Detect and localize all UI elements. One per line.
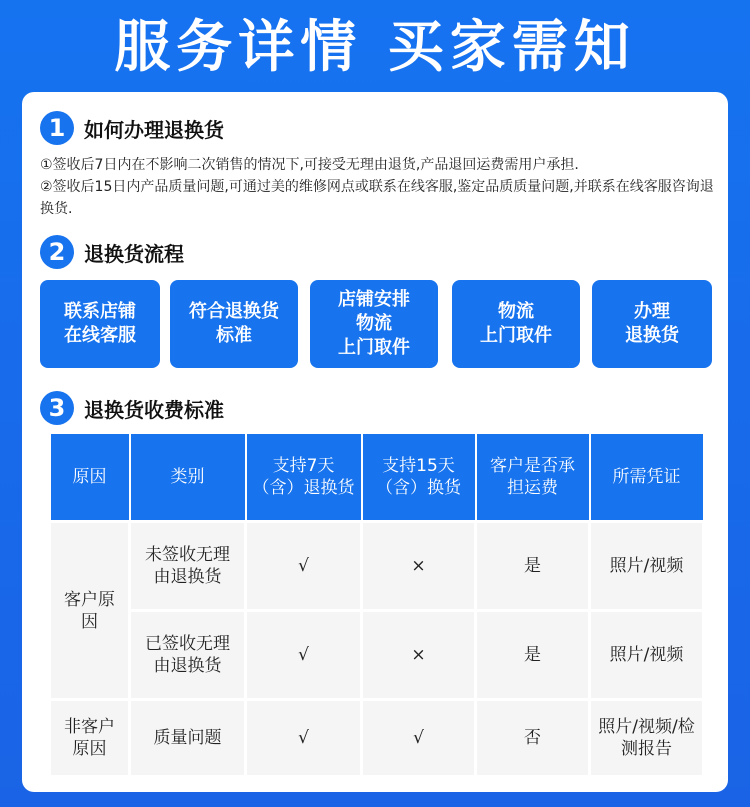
seven-day-cell: √ bbox=[246, 611, 362, 700]
column-header-15-day: 支持15天（含）换货 bbox=[362, 433, 476, 522]
return-process-flow bbox=[40, 280, 712, 368]
section-3-title: 退换货收费标准 bbox=[84, 397, 224, 422]
section-1-title: 如何办理退换货 bbox=[84, 117, 224, 142]
fee-standard-table bbox=[48, 432, 705, 778]
table-row bbox=[50, 522, 704, 611]
column-header-proof: 所需凭证 bbox=[590, 433, 704, 522]
column-header-category: 类别 bbox=[130, 433, 246, 522]
proof-cell: 照片/视频/检测报告 bbox=[590, 700, 704, 777]
table-header-row bbox=[50, 433, 704, 522]
section-3-header bbox=[40, 390, 224, 426]
category-cell: 已签收无理由退换货 bbox=[130, 611, 246, 700]
column-header-7-day: 支持7天（含）退换货 bbox=[246, 433, 362, 522]
freight-cell: 否 bbox=[476, 700, 590, 777]
category-cell: 未签收无理由退换货 bbox=[130, 522, 246, 611]
section-3-number-badge: 3 bbox=[40, 391, 74, 425]
table-row bbox=[50, 700, 704, 777]
fifteen-day-cell: × bbox=[362, 611, 476, 700]
section-1-line-1: ①签收后7日内在不影响二次销售的情况下,可接受无理由退货,产品退回运费需用户承担. bbox=[40, 157, 579, 173]
section-1-line-2: ②签收后15日内产品质量问题,可通过美的维修网点或联系在线客服,鉴定品质质量问题,并联系在线客服咨询退换货. bbox=[40, 179, 714, 217]
section-2-number-badge: 2 bbox=[40, 235, 74, 269]
fifteen-day-cell: × bbox=[362, 522, 476, 611]
seven-day-cell: √ bbox=[246, 700, 362, 777]
flow-step-2: 符合退换货 标准 bbox=[170, 280, 298, 368]
info-card bbox=[22, 92, 728, 792]
fifteen-day-cell: √ bbox=[362, 700, 476, 777]
flow-step-5: 办理 退换货 bbox=[592, 280, 712, 368]
proof-cell: 照片/视频 bbox=[590, 611, 704, 700]
section-1-number-badge: 1 bbox=[40, 111, 74, 145]
section-2-header bbox=[40, 234, 184, 270]
page-title: 服务详情 买家需知 bbox=[114, 15, 636, 80]
flow-step-3: 店铺安排 物流 上门取件 bbox=[310, 280, 438, 368]
flow-step-1: 联系店铺 在线客服 bbox=[40, 280, 160, 368]
category-cell: 质量问题 bbox=[130, 700, 246, 777]
reason-cell: 客户原因 bbox=[50, 522, 130, 700]
reason-cell: 非客户原因 bbox=[50, 700, 130, 777]
section-2-title: 退换货流程 bbox=[84, 241, 184, 266]
table-row bbox=[50, 611, 704, 700]
column-header-freight: 客户是否承担运费 bbox=[476, 433, 590, 522]
flow-step-4: 物流 上门取件 bbox=[452, 280, 580, 368]
seven-day-cell: √ bbox=[246, 522, 362, 611]
proof-cell: 照片/视频 bbox=[590, 522, 704, 611]
freight-cell: 是 bbox=[476, 522, 590, 611]
column-header-reason: 原因 bbox=[50, 433, 130, 522]
section-1-header bbox=[40, 110, 224, 146]
freight-cell: 是 bbox=[476, 611, 590, 700]
